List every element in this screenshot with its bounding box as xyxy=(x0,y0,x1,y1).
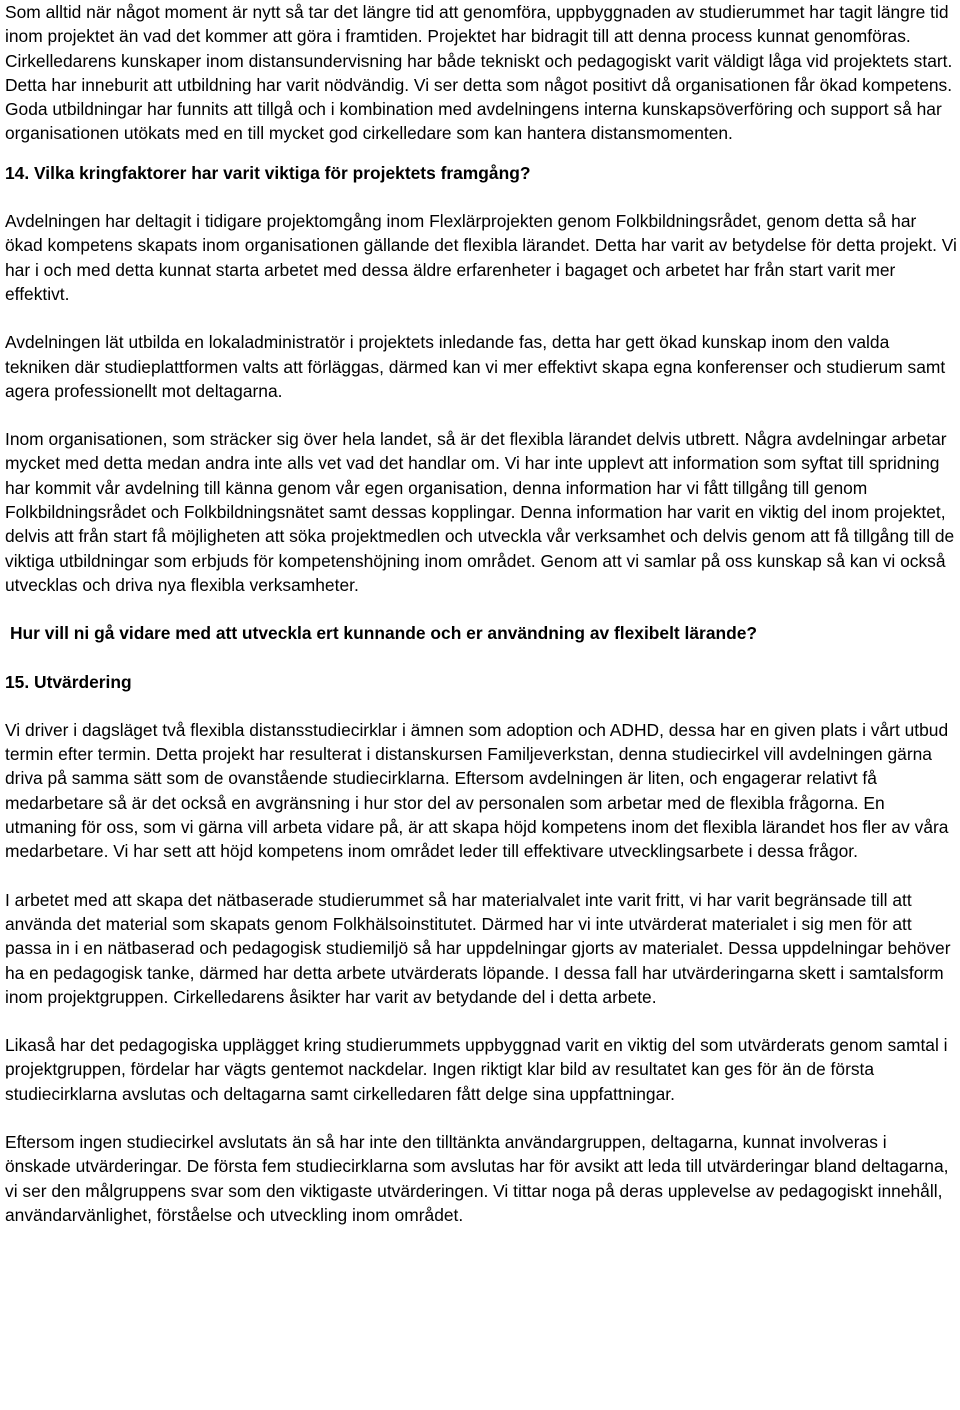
section-15-heading: 15. Utvärdering xyxy=(5,671,132,692)
question-heading: Hur vill ni gå vidare med att utveckla ert kunnande och er användning av flexibelt lärande? xyxy=(10,623,758,644)
section-15-paragraph-3: Likaså har det pedagogiska upplägget kring studierummets uppbyggnad varit en viktig del som utvärderats genom samtal i projektgruppen, fördelar har vägts gentemot nackdelar. Ingen riktigt klar bild av resultatet kan ges för än de första studiecirklarna avslutas och deltagarna samt cirkelledaren fått delge sina uppfattningar. xyxy=(5,1035,948,1104)
section-15-paragraph-1: Vi driver i dagsläget två flexibla distansstudiecirklar i ämnen som adoption och ADHD, dessa har en given plats i vårt utbud termin efter termin. Detta projekt har resulterat i distanskursen Familjeverkstan, denna studiecirkel vill avdelningen gärna driva på samma sätt som de ovanstående studiecirklarna. Eftersom avdelningen är liten, och engagerar relativt få medarbetare så är det också en avgränsning i hur stor del av personalen som arbetar med de flexibla frågorna. En utmaning för oss, som vi gärna vill arbeta vidare på, är att skapa höjd kompetens inom det flexibla lärandet hos fler av våra medarbetare. Vi har sett att höjd kompetens inom området leder till effektivare utvecklingsarbete i dessa frågor. xyxy=(5,719,949,862)
section-14-paragraph-3: Inom organisationen, som sträcker sig över hela landet, så är det flexibla lärandet delvis utbrett. Några avdelningar arbetar mycket med detta medan andra inte alls vet vad det handlar om. Vi har inte upplevt att information som syftat till spridning har kommit vår avdelning till känna genom vår egen organisation, denna information har vi fått tillgång till genom Folkbildningsrådet och Folkbildningsnätet samt dessas kopplingar. Denna information har varit en viktig del inom projektet, delvis att från start få möjligheten att söka projektmedlen och utveckla vår verksamhet och delvis genom att få tillgång till de viktiga utbildningar som erbjuds för kompetenshöjning inom området. Genom att vi samlar på oss kunskap så kan vi också utvecklas och driva nya flexibla verksamheter. xyxy=(5,429,955,595)
section-14-paragraph-2: Avdelningen lät utbilda en lokaladministratör i projektets inledande fas, detta har gett ökad kunskap inom den valda tekniken där studieplattformen valts att förläggas, därmed kan vi mer effektivt skapa egna konferenser och studierum samt agera professionellt mot deltagarna. xyxy=(5,332,946,401)
intro-paragraph: Som alltid när något moment är nytt så tar det längre tid att genomföra, uppbyggnaden av studierummet har tagit längre tid inom projektet än vad det kommer att göra i framtiden. Projektet har bidragit till att denna process kunnat genomföras. Cirkelledarens kunskaper inom distansundervisning har både tekniskt och pedagogiskt varit väldigt låga vid projektets start. Detta har inneburit att utbildning har varit nödvändig. Vi ser detta som något positivt då organisationen får ökad kompetens. Goda utbildningar har funnits att tillgå och i kombination med avdelningens interna kunskapsöverföring och support så har organisationen utökats med en till mycket god cirkelledare som kan hantera distansmomenten. xyxy=(5,2,953,144)
section-14-paragraph-1: Avdelningen har deltagit i tidigare projektomgång inom Flexlärprojekten genom Folkbildningsrådet, genom detta så har ökad kompetens skapats inom organisationen gällande det flexibla lärandet. Detta har varit av betydelse för detta projekt. Vi har i och med detta kunnat starta arbetet med dessa äldre erfarenheter i bagaget och arbetet har från start varit mer effektivt. xyxy=(5,211,957,304)
section-15-paragraph-2: I arbetet med att skapa det nätbaserade studierummet så har materialvalet inte varit fritt, vi har varit begränsade till att använda det material som skapats genom Folkhälsoinstitutet. Därmed har vi inte utvärderat materialet i sig men för att passa in i en nätbaserad och pedagogisk studiemiljö så har uppdelningar gjorts av materialet. Dessa uppdelningar behöver ha en pedagogisk tanke, därmed har detta arbete utvärderats löpande. I dessa fall har utvärderingarna skett i samtalsform inom projektgruppen. Cirkelledarens åsikter har varit av betydande del i detta arbete. xyxy=(5,889,951,1007)
document-page xyxy=(5,0,957,1227)
section-14-heading: 14. Vilka kringfaktorer har varit viktiga för projektets framgång? xyxy=(5,162,531,183)
section-15-paragraph-4: Eftersom ingen studiecirkel avslutats än så har inte den tilltänkta användargruppen, deltagarna, kunnat involveras i önskade utvärderingar. De första fem studiecirklarna som avslutas har för avsikt att leda till utvärderingar bland deltagarna, vi ser den målgruppens svar som den viktigaste utvärderingen. Vi tittar noga på deras upplevelse av pedagogiskt innehåll, användarvänlighet, förståelse och utveckling inom området. xyxy=(5,1131,949,1225)
